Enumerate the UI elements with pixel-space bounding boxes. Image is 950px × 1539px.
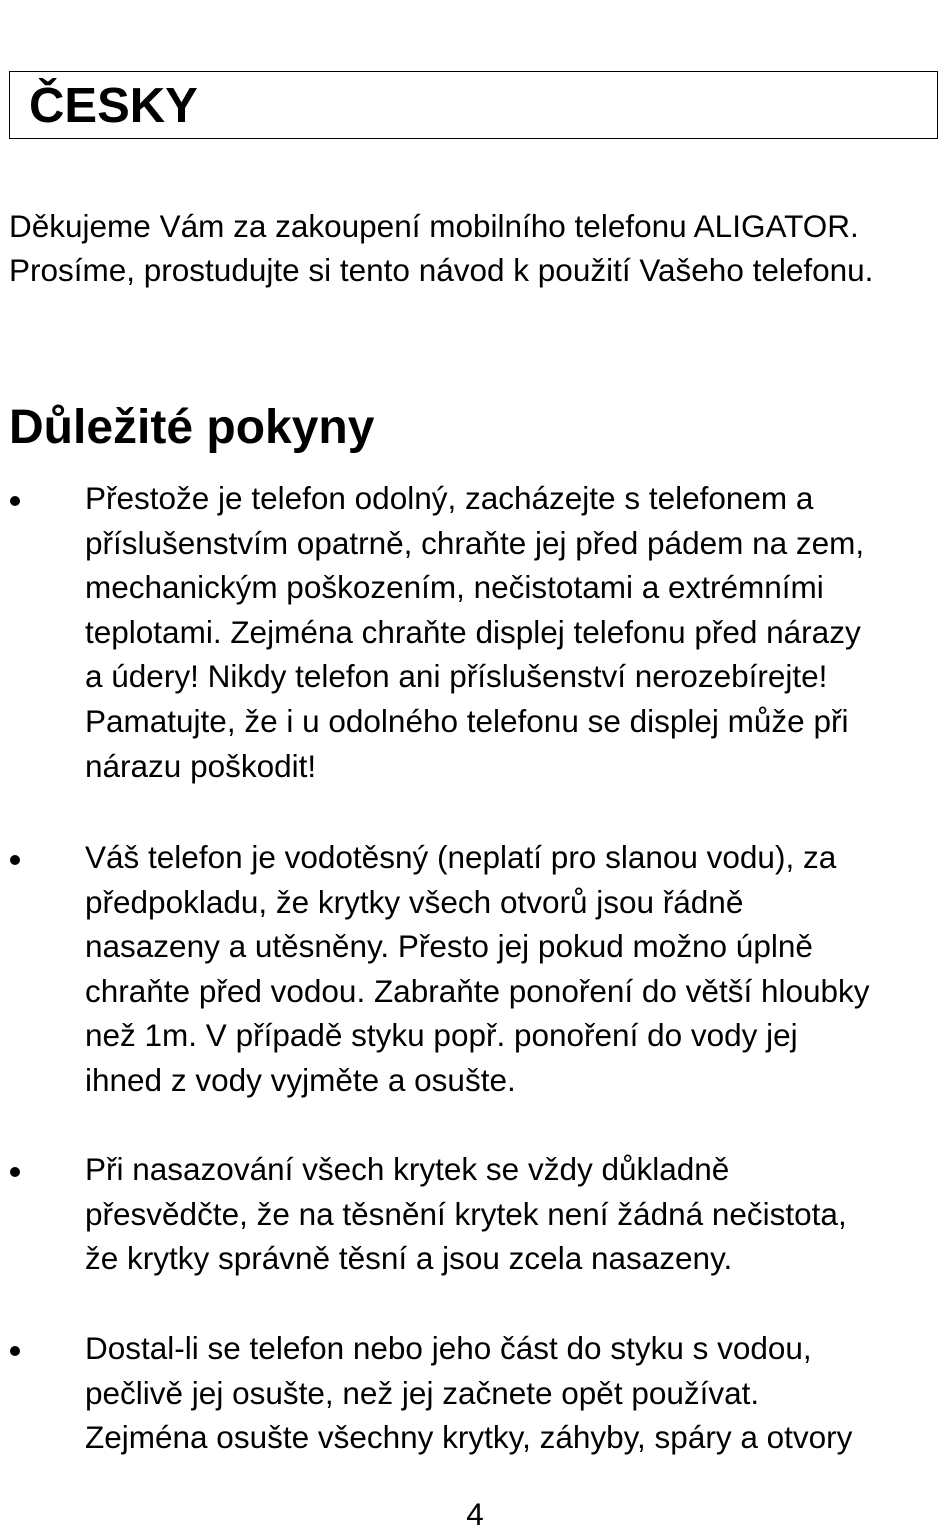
text-line: Zejména osušte všechny krytky, záhyby, spáry a otvory (85, 1419, 853, 1456)
bullet-icon (10, 1346, 20, 1356)
text-line: pečlivě jej osušte, než jej začnete opět používat. (85, 1374, 760, 1411)
bullet-icon (10, 496, 20, 506)
text-line: a údery! Nikdy telefon ani příslušenství nerozebírejte! (85, 658, 828, 695)
text-line: Přestože je telefon odolný, zacházejte s telefonem a (85, 480, 814, 516)
text-line: příslušenstvím opatrně, chraňte jej před pádem na zem, (85, 524, 865, 561)
list-item-text (85, 1326, 940, 1460)
language-header-box (9, 71, 938, 139)
text-line: Dostal-li se telefon nebo jeho část do styku s vodou, (85, 1330, 812, 1366)
intro-paragraph (9, 204, 939, 292)
list-item-text (85, 476, 940, 788)
text-line: ihned z vody vyjměte a osušte. (85, 1061, 516, 1098)
intro-line: Prosíme, prostudujte si tento návod k použití Vašeho telefonu. (9, 252, 874, 288)
text-line: nasazeny a utěsněny. Přesto jej pokud možno úplně (85, 928, 813, 965)
text-line: teplotami. Zejména chraňte displej telefonu před nárazy (85, 613, 861, 650)
list-item-text (85, 835, 940, 1103)
text-line: nárazu poškodit! (85, 747, 317, 784)
text-line: chraňte před vodou. Zabraňte ponoření do větší hloubky (85, 972, 870, 1009)
text-line: mechanickým poškozením, nečistotami a extrémními (85, 569, 824, 606)
text-line: než 1m. V případě styku popř. ponoření do vody jej (85, 1017, 798, 1054)
list-item-text (85, 1147, 940, 1281)
text-line: přesvědčte, že na těsnění krytek není žádná nečistota, (85, 1195, 847, 1232)
intro-line: Děkujeme Vám za zakoupení mobilního telefonu ALIGATOR. (9, 208, 859, 244)
page-number: 4 (466, 1496, 484, 1532)
text-line: Váš telefon je vodotěsný (neplatí pro slanou vodu), za (85, 839, 837, 875)
text-line: předpokladu, že krytky všech otvorů jsou řádně (85, 883, 744, 920)
section-heading: Důležité pokyny (9, 401, 375, 454)
text-line: Pamatujte, že i u odolného telefonu se displej může při (85, 702, 849, 739)
bullet-icon (10, 1167, 20, 1177)
language-title: ČESKY (29, 79, 198, 133)
bullet-icon (10, 855, 20, 865)
text-line: Při nasazování všech krytek se vždy důkladně (85, 1151, 730, 1187)
text-line: že krytky správně těsní a jsou zcela nasazeny. (85, 1240, 733, 1277)
